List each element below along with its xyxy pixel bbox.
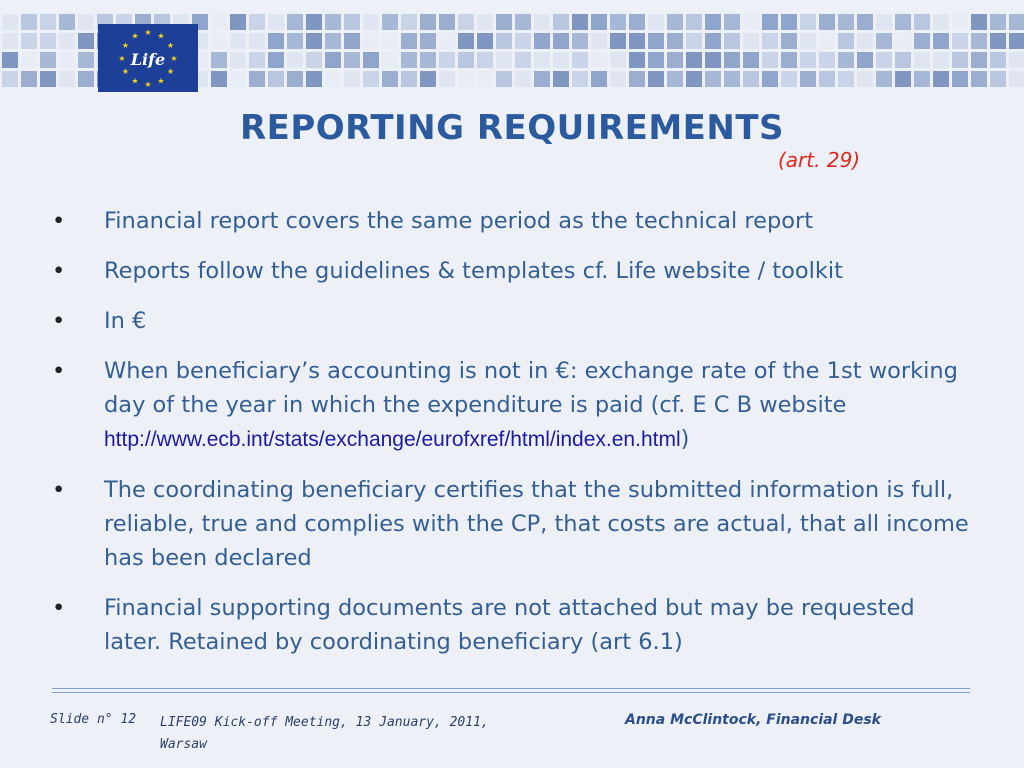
bullet-text: Financial supporting documents are not attached but may be requested later. Retained by coordinating beneficiary (art 6.1) — [104, 595, 915, 655]
mosaic-tile — [990, 52, 1006, 68]
meeting-info — [160, 712, 500, 756]
article-reference: (art. 29) — [778, 148, 861, 172]
mosaic-tile — [325, 14, 341, 30]
mosaic-tile — [876, 71, 892, 87]
mosaic-tile — [971, 71, 987, 87]
mosaic-tile — [743, 33, 759, 49]
requirements-list — [52, 204, 972, 675]
mosaic-tile — [895, 14, 911, 30]
mosaic-tile — [249, 33, 265, 49]
mosaic-tile — [1009, 14, 1024, 30]
mosaic-tile — [420, 14, 436, 30]
mosaic-tile — [591, 14, 607, 30]
bullet-text: When beneficiary’s accounting is not in €: exchange rate of the 1st working day of the year in which the expenditure is paid (cf. E C B website — [104, 358, 958, 418]
mosaic-tile — [819, 52, 835, 68]
mosaic-tile — [363, 14, 379, 30]
mosaic-tile — [895, 71, 911, 87]
star-icon: ★ — [166, 41, 175, 50]
mosaic-tile — [971, 14, 987, 30]
mosaic-tile — [306, 52, 322, 68]
mosaic-tile — [1009, 33, 1024, 49]
bullet-icon: • — [52, 477, 66, 503]
mosaic-tile — [914, 33, 930, 49]
star-icon: ★ — [144, 28, 152, 37]
mosaic-tile — [781, 33, 797, 49]
footer-divider — [52, 688, 970, 689]
star-icon: ★ — [157, 76, 165, 86]
mosaic-tile — [914, 71, 930, 87]
mosaic-tile — [572, 33, 588, 49]
mosaic-tile — [439, 33, 455, 49]
mosaic-tile — [439, 71, 455, 87]
logo-text: Life — [130, 50, 166, 69]
mosaic-tile — [382, 14, 398, 30]
mosaic-tile — [287, 14, 303, 30]
mosaic-tile — [952, 71, 968, 87]
star-icon: ★ — [121, 41, 130, 50]
mosaic-tile — [211, 52, 227, 68]
mosaic-tile — [876, 52, 892, 68]
mosaic-tile — [477, 71, 493, 87]
mosaic-tile — [59, 71, 75, 87]
mosaic-tile — [667, 52, 683, 68]
mosaic-tile — [40, 71, 56, 87]
mosaic-tile — [230, 14, 246, 30]
mosaic-tile — [895, 52, 911, 68]
mosaic-tile — [705, 14, 721, 30]
mosaic-tile — [78, 33, 94, 49]
mosaic-tile — [838, 33, 854, 49]
bullet-icon: • — [52, 308, 66, 334]
mosaic-tile — [857, 52, 873, 68]
mosaic-tile — [857, 14, 873, 30]
mosaic-tile — [629, 71, 645, 87]
mosaic-tile — [553, 52, 569, 68]
star-icon: ★ — [170, 54, 178, 63]
mosaic-tile — [971, 33, 987, 49]
mosaic-tile — [838, 52, 854, 68]
slide-number: Slide n° 12 — [50, 712, 137, 727]
mosaic-tile — [933, 33, 949, 49]
bullet-text: Financial report covers the same period as the technical report — [104, 208, 814, 234]
mosaic-tile — [249, 71, 265, 87]
mosaic-tile — [21, 14, 37, 30]
mosaic-tile — [724, 71, 740, 87]
mosaic-tile — [534, 33, 550, 49]
star-icon: ★ — [131, 31, 139, 41]
list-item — [52, 591, 972, 659]
mosaic-tile — [781, 71, 797, 87]
mosaic-tile — [2, 33, 18, 49]
star-icon: ★ — [166, 67, 175, 76]
mosaic-tile — [686, 52, 702, 68]
mosaic-tile — [952, 33, 968, 49]
mosaic-tile — [306, 33, 322, 49]
list-item — [52, 254, 972, 288]
mosaic-tile — [496, 14, 512, 30]
list-item — [52, 304, 972, 338]
bullet-text: In € — [104, 308, 147, 334]
mosaic-tile — [781, 52, 797, 68]
mosaic-tile — [211, 33, 227, 49]
star-icon: ★ — [157, 31, 165, 41]
mosaic-tile — [990, 33, 1006, 49]
mosaic-tile — [40, 33, 56, 49]
mosaic-tile — [40, 14, 56, 30]
mosaic-tile — [610, 52, 626, 68]
mosaic-tile — [325, 71, 341, 87]
mosaic-tile — [306, 71, 322, 87]
mosaic-tile — [933, 52, 949, 68]
bullet-text: Reports follow the guidelines & templates cf. Life website / toolkit — [104, 258, 844, 284]
mosaic-tile — [40, 52, 56, 68]
mosaic-tile — [572, 71, 588, 87]
mosaic-tile — [819, 33, 835, 49]
mosaic-tile — [2, 71, 18, 87]
mosaic-tile — [610, 71, 626, 87]
mosaic-tile — [686, 14, 702, 30]
mosaic-tile — [534, 14, 550, 30]
mosaic-tile — [211, 71, 227, 87]
mosaic-tile — [686, 33, 702, 49]
mosaic-tile — [59, 52, 75, 68]
mosaic-tile — [553, 33, 569, 49]
star-icon: ★ — [144, 80, 152, 89]
mosaic-tile — [667, 71, 683, 87]
mosaic-tile — [477, 33, 493, 49]
mosaic-tile — [287, 33, 303, 49]
star-icon: ★ — [131, 76, 139, 86]
mosaic-tile — [648, 52, 664, 68]
mosaic-tile — [382, 71, 398, 87]
mosaic-tile — [78, 71, 94, 87]
mosaic-tile — [572, 52, 588, 68]
mosaic-tile — [819, 71, 835, 87]
mosaic-tile — [667, 14, 683, 30]
mosaic-tile — [230, 52, 246, 68]
mosaic-tile — [515, 52, 531, 68]
mosaic-tile — [268, 14, 284, 30]
mosaic-tile — [268, 52, 284, 68]
bullet-icon: • — [52, 595, 66, 621]
mosaic-tile — [857, 71, 873, 87]
mosaic-tile — [914, 52, 930, 68]
mosaic-tile — [496, 33, 512, 49]
bullet-icon: • — [52, 358, 66, 384]
mosaic-tile — [971, 52, 987, 68]
mosaic-tile — [344, 33, 360, 49]
mosaic-tile — [344, 14, 360, 30]
mosaic-tile — [21, 52, 37, 68]
mosaic-tile — [458, 71, 474, 87]
mosaic-tile — [724, 33, 740, 49]
mosaic-tile — [230, 33, 246, 49]
bullet-icon: • — [52, 208, 66, 234]
mosaic-tile — [306, 14, 322, 30]
mosaic-tile — [268, 33, 284, 49]
mosaic-tile — [629, 14, 645, 30]
mosaic-tile — [553, 14, 569, 30]
mosaic-tile — [705, 52, 721, 68]
mosaic-tile — [211, 14, 227, 30]
mosaic-tile — [458, 52, 474, 68]
mosaic-tile — [743, 71, 759, 87]
mosaic-tile — [990, 14, 1006, 30]
mosaic-tile — [401, 71, 417, 87]
mosaic-tile — [439, 14, 455, 30]
meeting-text: LIFE09 Kick-off Meeting, 13 January, 2011, Warsaw — [160, 715, 489, 752]
mosaic-tile — [705, 33, 721, 49]
mosaic-tile — [762, 14, 778, 30]
mosaic-tile — [382, 33, 398, 49]
mosaic-tile — [458, 33, 474, 49]
mosaic-tile — [724, 52, 740, 68]
mosaic-tile — [534, 71, 550, 87]
footer-divider — [52, 692, 970, 693]
mosaic-tile — [477, 52, 493, 68]
mosaic-tile — [1009, 71, 1024, 87]
mosaic-tile — [724, 14, 740, 30]
mosaic-tile — [952, 52, 968, 68]
mosaic-tile — [363, 33, 379, 49]
mosaic-tile — [591, 71, 607, 87]
mosaic-tile — [287, 52, 303, 68]
page-title: REPORTING REQUIREMENTS — [239, 108, 785, 148]
mosaic-tile — [705, 71, 721, 87]
mosaic-tile — [591, 33, 607, 49]
mosaic-tile — [743, 14, 759, 30]
author-credit: Anna McClintock, Financial Desk — [625, 712, 881, 728]
mosaic-tile — [743, 52, 759, 68]
mosaic-tile — [762, 71, 778, 87]
mosaic-tile — [876, 33, 892, 49]
mosaic-tile — [21, 71, 37, 87]
mosaic-tile — [914, 14, 930, 30]
mosaic-tile — [857, 33, 873, 49]
mosaic-tile — [325, 33, 341, 49]
mosaic-tile — [401, 14, 417, 30]
list-item — [52, 204, 972, 238]
mosaic-tile — [629, 33, 645, 49]
mosaic-tile — [325, 52, 341, 68]
star-icon: ★ — [121, 67, 130, 76]
mosaic-tile — [648, 71, 664, 87]
mosaic-tile — [610, 33, 626, 49]
mosaic-tile — [515, 14, 531, 30]
mosaic-tile — [800, 14, 816, 30]
mosaic-tile — [496, 71, 512, 87]
mosaic-tile — [59, 14, 75, 30]
mosaic-tile — [838, 71, 854, 87]
mosaic-tile — [382, 52, 398, 68]
list-item — [52, 473, 972, 575]
mosaic-tile — [344, 71, 360, 87]
mosaic-tile — [933, 71, 949, 87]
mosaic-tile — [420, 52, 436, 68]
ecb-exchange-link[interactable]: http://www.ecb.int/stats/exchange/eurofxref/html/index.en.html — [104, 428, 681, 451]
life-logo — [98, 24, 198, 92]
mosaic-tile — [781, 14, 797, 30]
mosaic-tile — [572, 14, 588, 30]
mosaic-tile — [534, 52, 550, 68]
mosaic-tile — [876, 14, 892, 30]
mosaic-tile — [78, 52, 94, 68]
star-icon: ★ — [118, 54, 126, 63]
mosaic-tile — [591, 52, 607, 68]
mosaic-tile — [287, 71, 303, 87]
mosaic-tile — [990, 71, 1006, 87]
mosaic-tile — [477, 14, 493, 30]
mosaic-tile — [838, 14, 854, 30]
mosaic-tile — [800, 33, 816, 49]
mosaic-tile — [819, 14, 835, 30]
mosaic-tile — [59, 33, 75, 49]
mosaic-tile — [800, 71, 816, 87]
mosaic-tile — [420, 71, 436, 87]
mosaic-tile — [363, 52, 379, 68]
mosaic-tile — [21, 33, 37, 49]
mosaic-tile — [648, 14, 664, 30]
mosaic-tile — [515, 33, 531, 49]
mosaic-tile — [249, 14, 265, 30]
list-item — [52, 354, 972, 457]
mosaic-tile — [1009, 52, 1024, 68]
mosaic-tile — [496, 52, 512, 68]
mosaic-tile — [230, 71, 246, 87]
mosaic-tile — [2, 52, 18, 68]
mosaic-tile — [629, 52, 645, 68]
mosaic-tile — [344, 52, 360, 68]
mosaic-tile — [249, 52, 265, 68]
mosaic-tile — [762, 33, 778, 49]
mosaic-tile — [553, 71, 569, 87]
bullet-icon: • — [52, 258, 66, 284]
mosaic-tile — [78, 14, 94, 30]
mosaic-tile — [610, 14, 626, 30]
bullet-text: The coordinating beneficiary certifies that the submitted information is full, reliable, true and complies with the CP, that costs are actual, that all income has been declared — [104, 477, 969, 571]
mosaic-tile — [439, 52, 455, 68]
mosaic-tile — [401, 52, 417, 68]
mosaic-tile — [648, 33, 664, 49]
mosaic-tile — [268, 71, 284, 87]
mosaic-tile — [800, 52, 816, 68]
mosaic-tile — [895, 33, 911, 49]
mosaic-tile — [762, 52, 778, 68]
mosaic-tile — [2, 14, 18, 30]
mosaic-tile — [363, 71, 379, 87]
mosaic-tile — [420, 33, 436, 49]
mosaic-tile — [933, 14, 949, 30]
mosaic-tile — [686, 71, 702, 87]
bullet-text-tail: ) — [680, 426, 690, 452]
mosaic-tile — [515, 71, 531, 87]
mosaic-tile — [458, 14, 474, 30]
mosaic-tile — [952, 14, 968, 30]
mosaic-tile — [401, 33, 417, 49]
mosaic-tile — [667, 33, 683, 49]
